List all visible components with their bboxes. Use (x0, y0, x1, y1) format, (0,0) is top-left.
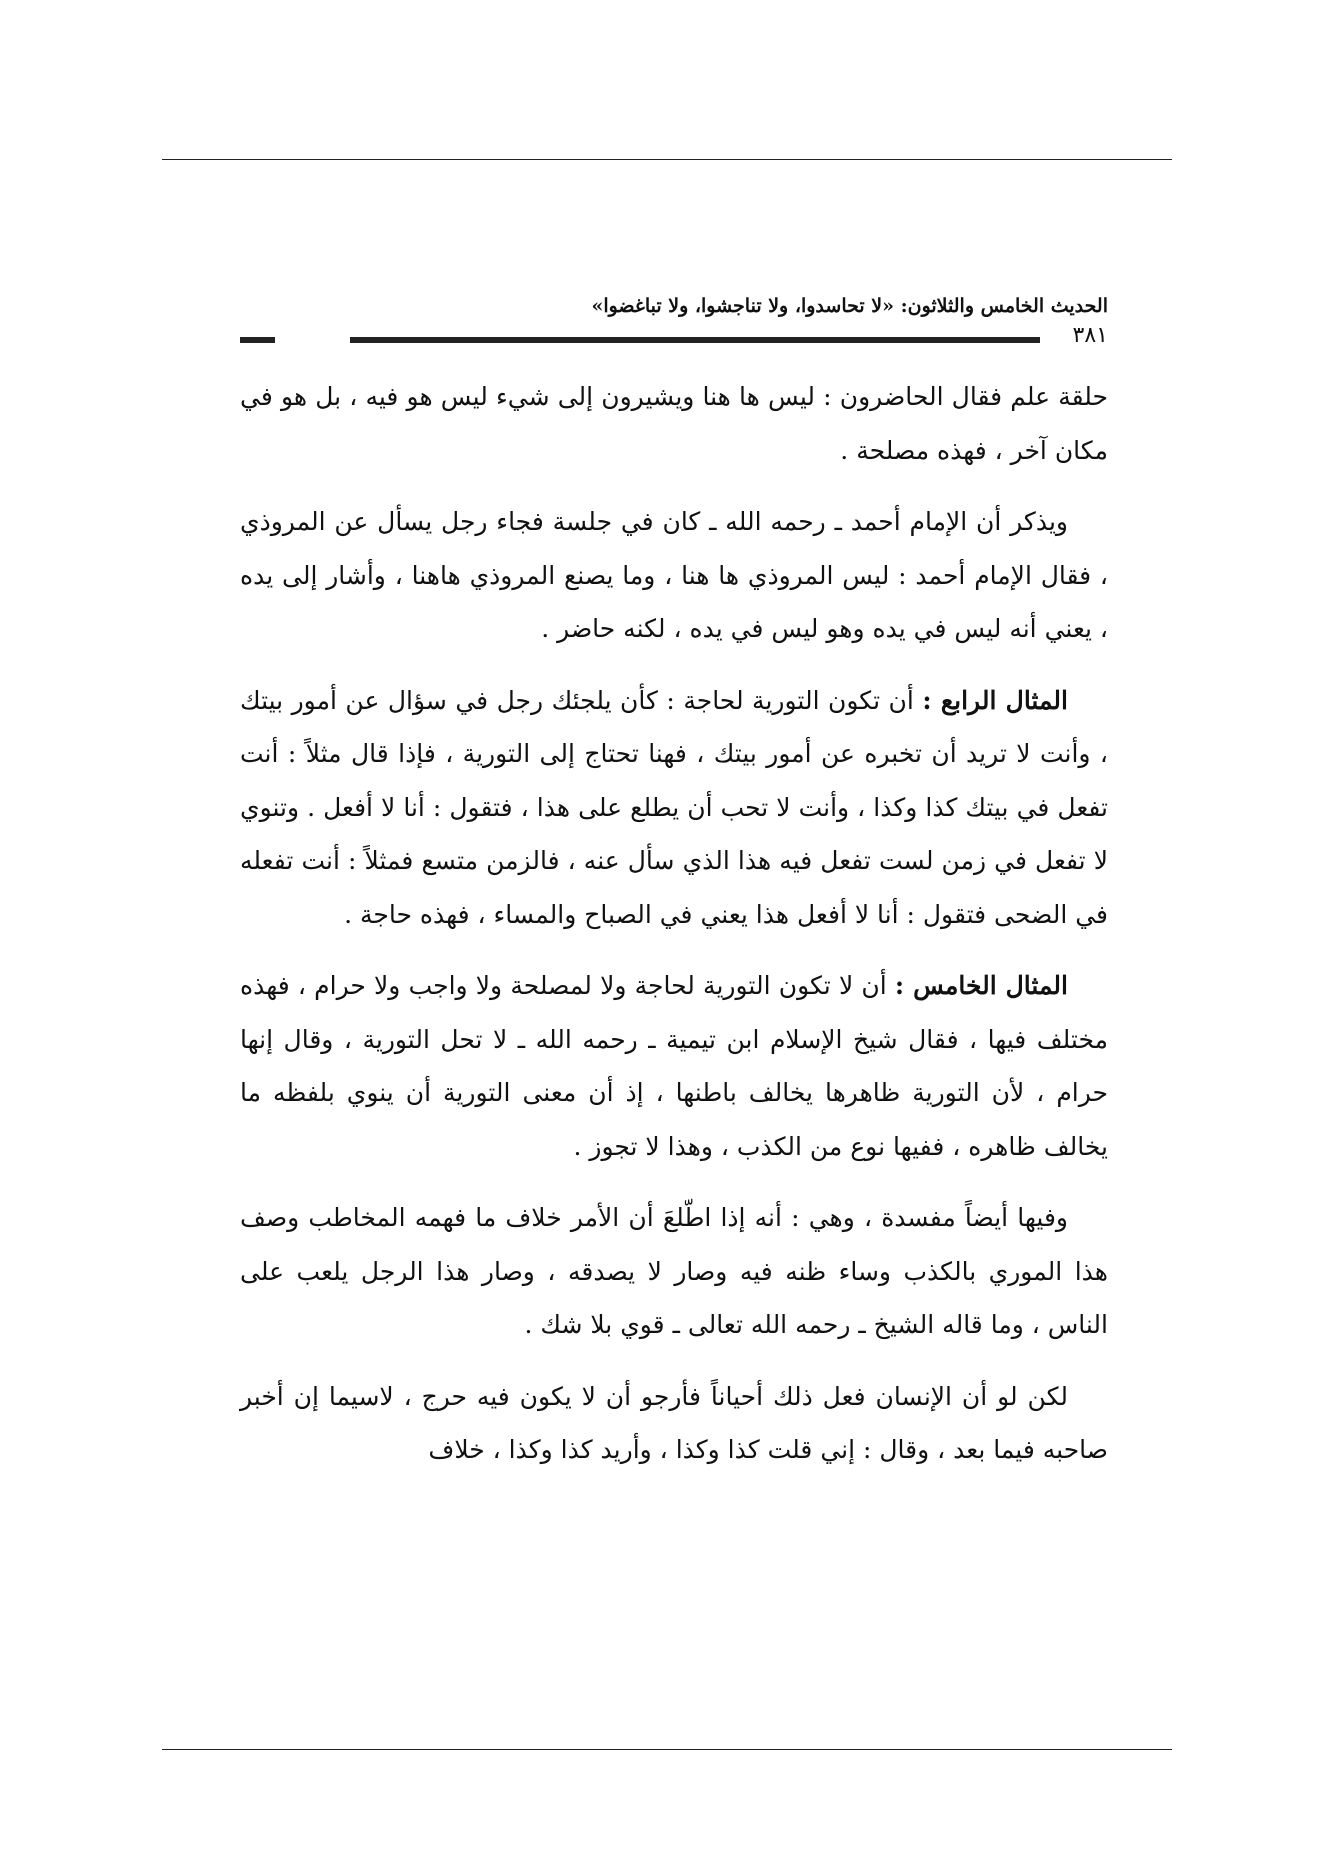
bottom-page-rule (162, 1749, 1172, 1750)
paragraph-text: لكن لو أن الإنسان فعل ذلك أحياناً فأرجو أن لا يكون فيه حرج ، لاسيما إن أخبر صاحبه فيما بعد ، وقال : إني قلت كذا وكذا ، وأريد كذا وكذا ، خلاف (240, 1381, 1108, 1464)
paragraph-lead: المثال الخامس : (894, 971, 1068, 1000)
paragraph-6 (240, 1370, 1108, 1477)
page-number: ٣٨١ (1065, 325, 1108, 347)
running-header-title: الحديث الخامس والثلاثون: «لا تحاسدوا، ولا تناجشوا، ولا تباغضوا» (591, 295, 1108, 317)
paragraph-example-4 (240, 674, 1108, 942)
paragraph-text: وفيها أيضاً مفسدة ، وهي : أنه إذا اطّلعَ أن الأمر خلاف ما فهمه المخاطب وصف هذا الموري بالكذب وساء ظنه فيه وصار لا يصدقه ، وصار هذا الرجل يلعب على الناس ، وما قاله الشيخ ـ رحمه الله تعالى ـ قوي بلا شك . (240, 1203, 1108, 1339)
paragraph-text: أن لا تكون التورية لحاجة ولا لمصلحة ولا واجب ولا حرام ، فهذه مختلف فيها ، فقال شيخ الإسلام ابن تيمية ـ رحمه الله ـ لا تحل التورية ، وقال إنها حرام ، لأن التورية ظاهرها يخالف باطنها ، إذ أن معنى التورية أن ينوي بلفظه ما يخالف ظاهره ، ففيها نوع من الكذب ، وهذا لا تجوز . (240, 971, 1108, 1161)
paragraph-2 (240, 495, 1108, 656)
paragraph-text: حلقة علم فقال الحاضرون : ليس ها هنا ويشيرون إلى شيء ليس هو فيه ، بل هو في مكان آخر ، فهذه مصلحة . (240, 382, 1108, 465)
top-page-rule (162, 159, 1172, 160)
paragraph-lead: المثال الرابع : (922, 685, 1068, 715)
header-bar (240, 323, 1108, 348)
header-rule-end (240, 337, 275, 343)
paragraph-5 (240, 1191, 1108, 1352)
header-rule (350, 337, 1040, 343)
paragraph-text: أن تكون التورية لحاجة : كأن يلجئك رجل في سؤال عن أمور بيتك ، وأنت لا تريد أن تخبره عن أمور بيتك ، فهنا تحتاج إلى التورية ، فإذا قال مثلاً : أنت تفعل في بيتك كذا وكذا ، وأنت لا تحب أن يطلع على هذا ، فتقول : أنا لا أفعل . وتنوي لا تفعل في زمن لست تفعل فيه هذا الذي سأل عنه ، فالزمن متسع فمثلاً : أنت تفعله في الضحى فتقول : أنا لا أفعل هذا يعني في الصباح والمساء ، فهذه حاجة . (240, 685, 1108, 929)
paragraph-example-5 (240, 959, 1108, 1173)
paragraph-1 (240, 370, 1108, 477)
paragraph-text: ويذكر أن الإمام أحمد ـ رحمه الله ـ كان في جلسة فجاء رجل يسأل عن المروذي ، فقال الإمام أحمد : ليس المروذي ها هنا ، وما يصنع المروذي هاهنا ، وأشار إلى يده ، يعني أنه ليس في يده وهو ليس في يده ، لكنه حاضر . (240, 507, 1108, 643)
body-text (240, 370, 1108, 1495)
